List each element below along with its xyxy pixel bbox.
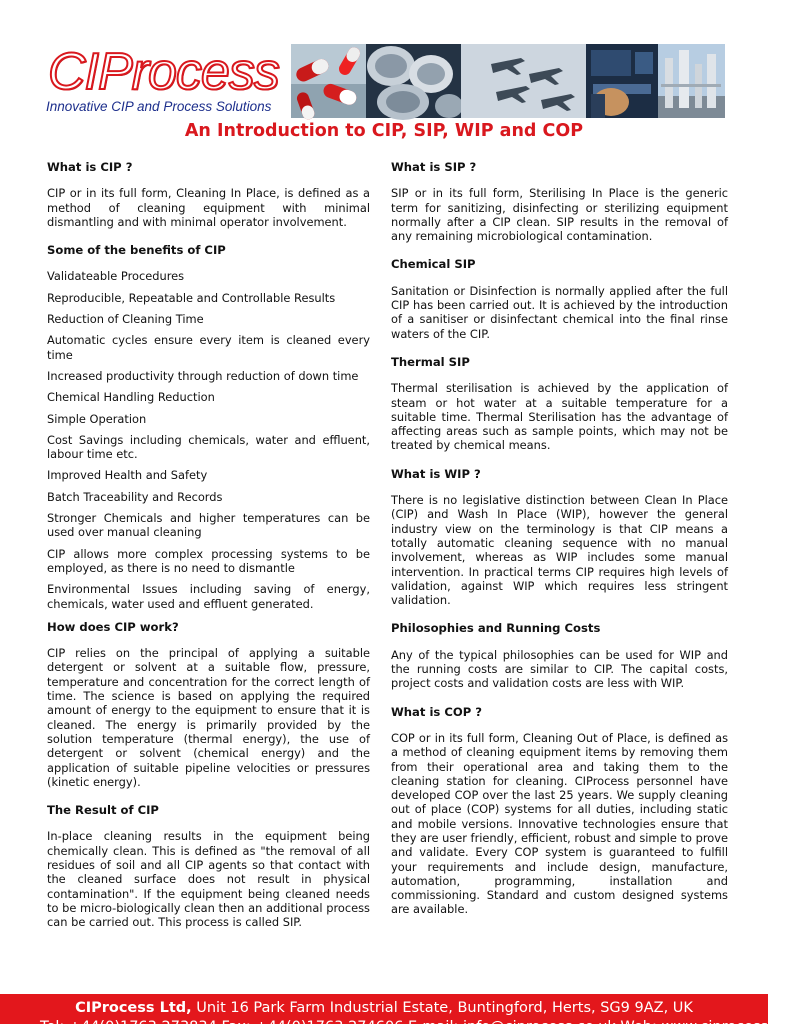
left-column (47, 160, 370, 943)
philosophies-text: Any of the typical philosophies can be used for WIP and the running costs are similar to CIP. The capital costs, project costs and validation costs are less with WIP. (391, 647, 728, 691)
header-photo-strip (291, 44, 725, 118)
how-cip-works-heading: How does CIP work? (47, 619, 179, 634)
what-is-cop-text: COP or in its full form, Cleaning Out of Place, is defined as a method of cleaning equipment items by removing them from their operational area and taking them to the cleaning station for cleaning. CIProcess personnel have developed COP over the last 25 years. We supply cleaning out of place (COP) systems for all duties, including static and mobile versions. Innovative technologies ensure that they are user friendly, efficient, robust and simple to prove and validate. Every COP system is guaranteed to fulfill your requirements and include design, manufacture, automation, programming, installation and commissioning. Standard and custom designed systems are available. (391, 730, 728, 917)
list-item: Validateable Procedures (47, 269, 185, 284)
right-column (391, 160, 728, 931)
list-item: Stronger Chemicals and higher temperatures can be used over manual cleaning (47, 511, 370, 540)
result-of-cip-heading: The Result of CIP (47, 803, 159, 818)
list-item: CIP allows more complex processing systems to be employed, as there is no need to dismantle (47, 546, 370, 575)
capsules-photo (291, 44, 366, 121)
logo-tagline: Innovative CIP and Process Solutions (46, 99, 272, 114)
chemical-sip-text: Sanitation or Disinfection is normally applied after the full CIP has been carried out. It is achieved by the introduction of a sanitiser or disinfectant chemical into the final rinse waters of the CIP. (391, 283, 728, 341)
list-item: Simple Operation (47, 411, 147, 426)
list-item: Reduction of Cleaning Time (47, 312, 204, 327)
list-item: Increased productivity through reduction of down time (47, 368, 359, 383)
what-is-cop-heading: What is COP ? (391, 704, 482, 719)
what-is-sip-heading: What is SIP ? (391, 160, 477, 174)
philosophies-heading: Philosophies and Running Costs (391, 621, 601, 636)
how-cip-works-text: CIP relies on the principal of applying a suitable detergent or solvent at a suitable flow, pressure, temperature and concentration for the correct length of time. The science is based on applying the required amount of energy to the equipment to ensure that it is cleaned. The energy is primarily provided by the solution temperature (thermal energy), the use of detergent or solvent (chemical energy) and the application of suitable pipeline velocities or pressures (kinetic energy). (47, 646, 370, 789)
list-item: Cost Savings including chemicals, water and effluent, labour time etc. (47, 432, 370, 462)
list-item: Reproducible, Repeatable and Controllable Results (47, 290, 336, 305)
list-item: Environmental Issues including saving of energy, chemicals, water used and effluent generated. (47, 582, 370, 611)
footer-contact-line: Tel: +44(0)1763 273834 Fax: +44(0)1763 274606 E-mail: info@ciprocess.co.uk Web: www.ciprocess.co.uk (40, 1019, 811, 1035)
logo-wordmark: CIProcess (48, 43, 279, 101)
thermal-sip-text: Thermal sterilisation is achieved by the application of steam or hot water at a suitable temperature for a suitable time. Thermal Sterilisation has the advantage of affecting areas such as sample points, which may not be treated by chemical means. (391, 381, 728, 453)
jets-photo (461, 44, 586, 118)
what-is-sip-text: SIP or in its full form, Sterilising In Place is the generic term for sanitizing, disinfecting or sterilizing equipment normally after a CIP clean. SIP results in the removal of any remaining microbiological contamination. (391, 186, 728, 244)
footer-address: Unit 16 Park Farm Industrial Estate, Buntingford, Herts, SG9 9AZ, UK (191, 1000, 693, 1016)
what-is-wip-text: There is no legislative distinction between Clean In Place (CIP) and Wash In Place (WIP), however the general industry view on the terminology is that CIP means a totally automatic cleaning sequence with no manual involvement, whereas as WIP includes some manual intervention. In practical terms CIP requires high levels of validation, against WIP which requires less stringent validation. (391, 493, 728, 608)
list-item: Batch Traceability and Records (47, 489, 223, 504)
list-item: Improved Health and Safety (47, 468, 208, 483)
footer-company-name: CIProcess Ltd, (75, 1000, 192, 1016)
cans-photo (366, 44, 463, 120)
refinery-photo (658, 44, 725, 118)
benefits-list (47, 269, 370, 610)
list-item: Automatic cycles ensure every item is cleaned every time (47, 333, 370, 362)
control-panel-photo (586, 44, 658, 118)
footer-address-line (0, 1000, 768, 1016)
footer-bar (0, 994, 811, 1035)
page-title: An Introduction to CIP, SIP, WIP and COP (184, 121, 584, 141)
thermal-sip-heading: Thermal SIP (391, 354, 470, 369)
list-item: Chemical Handling Reduction (47, 390, 215, 405)
result-of-cip-text: In-place cleaning results in the equipment being chemically clean. This is defined as "the removal of all residues of soil and all CIP agents so that contact with the cleaned surface does not result in physical contamination". If the equipment being cleaned needs to be micro-biologically clean then an additional process can be carried out. This process is called SIP. (47, 829, 370, 930)
chemical-sip-heading: Chemical SIP (391, 257, 476, 272)
what-is-cip-text: CIP or in its full form, Cleaning In Place, is defined as a method of cleaning equipment with minimal dismantling and with minimal operator involvement. (47, 186, 370, 229)
what-is-wip-heading: What is WIP ? (391, 466, 481, 481)
header-banner (44, 44, 725, 118)
benefits-heading: Some of the benefits of CIP (47, 243, 226, 258)
what-is-cip-heading: What is CIP ? (47, 160, 133, 174)
company-logo (44, 44, 294, 118)
